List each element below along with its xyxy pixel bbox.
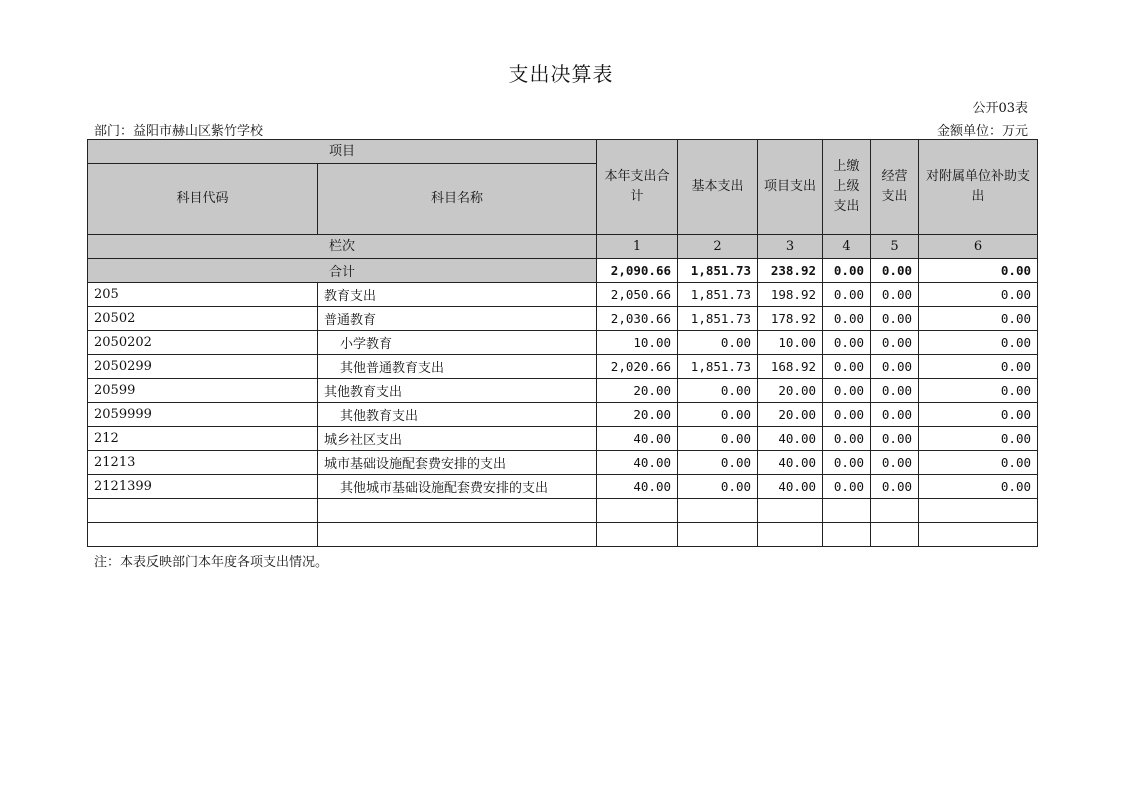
row-code: 2050299 xyxy=(88,355,318,379)
empty-cell xyxy=(88,523,318,547)
row-value: 40.00 xyxy=(597,451,678,475)
row-code: 212 xyxy=(88,427,318,451)
row-value: 0.00 xyxy=(871,331,919,355)
col-index-num: 1 xyxy=(597,235,678,259)
row-code: 2059999 xyxy=(88,403,318,427)
row-value: 1,851.73 xyxy=(678,307,758,331)
header-code: 科目代码 xyxy=(88,164,318,235)
row-value: 0.00 xyxy=(871,403,919,427)
header-name: 科目名称 xyxy=(318,164,597,235)
row-value: 20.00 xyxy=(758,403,823,427)
row-code: 2050202 xyxy=(88,331,318,355)
row-value: 0.00 xyxy=(871,379,919,403)
col-index-num: 4 xyxy=(823,235,871,259)
row-name: 普通教育 xyxy=(318,307,597,331)
total-value: 1,851.73 xyxy=(678,259,758,283)
table-row xyxy=(88,331,1038,355)
empty-cell xyxy=(758,523,823,547)
row-code: 2121399 xyxy=(88,475,318,499)
row-code: 20502 xyxy=(88,307,318,331)
header-col-project: 项目支出 xyxy=(758,140,823,235)
row-value: 1,851.73 xyxy=(678,283,758,307)
header-col-subsidy: 对附属单位补助支出 xyxy=(919,140,1038,235)
table-row xyxy=(88,475,1038,499)
col-index-num: 5 xyxy=(871,235,919,259)
row-value: 0.00 xyxy=(871,355,919,379)
table-row xyxy=(88,427,1038,451)
row-value: 20.00 xyxy=(597,403,678,427)
row-value: 20.00 xyxy=(597,379,678,403)
row-value: 40.00 xyxy=(597,427,678,451)
empty-cell xyxy=(88,499,318,523)
row-value: 20.00 xyxy=(758,379,823,403)
table-row xyxy=(88,355,1038,379)
row-value: 0.00 xyxy=(678,403,758,427)
row-value: 0.00 xyxy=(823,355,871,379)
row-value: 0.00 xyxy=(919,475,1038,499)
row-name: 其他教育支出 xyxy=(318,379,597,403)
form-number: 公开03表 xyxy=(972,101,1028,116)
footnote: 注：本表反映部门本年度各项支出情况。 xyxy=(94,555,329,570)
col-index-num: 2 xyxy=(678,235,758,259)
row-value: 168.92 xyxy=(758,355,823,379)
total-value: 2,090.66 xyxy=(597,259,678,283)
row-value: 178.92 xyxy=(758,307,823,331)
row-value: 0.00 xyxy=(823,379,871,403)
row-value: 0.00 xyxy=(678,475,758,499)
empty-cell xyxy=(823,499,871,523)
row-name: 其他普通教育支出 xyxy=(318,355,597,379)
row-value: 0.00 xyxy=(871,451,919,475)
row-value: 0.00 xyxy=(919,331,1038,355)
total-label: 合计 xyxy=(88,259,597,283)
row-value: 10.00 xyxy=(597,331,678,355)
row-value: 0.00 xyxy=(919,403,1038,427)
empty-cell xyxy=(597,499,678,523)
row-value: 0.00 xyxy=(871,475,919,499)
department-label: 部门：益阳市赫山区紫竹学校 xyxy=(94,124,264,139)
row-value: 40.00 xyxy=(758,451,823,475)
empty-cell xyxy=(678,499,758,523)
row-value: 0.00 xyxy=(823,307,871,331)
row-value: 0.00 xyxy=(678,331,758,355)
table-row xyxy=(88,283,1038,307)
row-name: 城乡社区支出 xyxy=(318,427,597,451)
row-value: 0.00 xyxy=(919,307,1038,331)
table-row xyxy=(88,451,1038,475)
empty-cell xyxy=(597,523,678,547)
row-name: 教育支出 xyxy=(318,283,597,307)
row-value: 0.00 xyxy=(823,331,871,355)
row-code: 20599 xyxy=(88,379,318,403)
row-value: 2,020.66 xyxy=(597,355,678,379)
table-row xyxy=(88,379,1038,403)
row-value: 0.00 xyxy=(871,307,919,331)
row-value: 10.00 xyxy=(758,331,823,355)
row-value: 40.00 xyxy=(758,475,823,499)
row-value: 2,050.66 xyxy=(597,283,678,307)
row-value: 0.00 xyxy=(823,403,871,427)
row-value: 0.00 xyxy=(871,427,919,451)
row-value: 40.00 xyxy=(758,427,823,451)
empty-cell xyxy=(758,499,823,523)
unit-label: 金额单位：万元 xyxy=(936,124,1028,139)
empty-row xyxy=(88,523,1038,547)
row-value: 0.00 xyxy=(823,427,871,451)
row-value: 0.00 xyxy=(823,451,871,475)
row-code: 205 xyxy=(88,283,318,307)
row-code: 21213 xyxy=(88,451,318,475)
row-value: 40.00 xyxy=(597,475,678,499)
col-index-num: 3 xyxy=(758,235,823,259)
row-value: 0.00 xyxy=(871,283,919,307)
row-value: 1,851.73 xyxy=(678,355,758,379)
row-name: 其他教育支出 xyxy=(318,403,597,427)
header-item: 项目 xyxy=(88,140,597,164)
page-title: 支出决算表 xyxy=(508,62,614,86)
header-col-total: 本年支出合计 xyxy=(597,140,678,235)
col-index-label: 栏次 xyxy=(88,235,597,259)
col-index-num: 6 xyxy=(919,235,1038,259)
row-value: 0.00 xyxy=(919,283,1038,307)
row-value: 0.00 xyxy=(678,451,758,475)
empty-cell xyxy=(823,523,871,547)
row-name: 城市基础设施配套费安排的支出 xyxy=(318,451,597,475)
row-value: 0.00 xyxy=(678,427,758,451)
empty-row xyxy=(88,499,1038,523)
empty-cell xyxy=(678,523,758,547)
total-value: 0.00 xyxy=(919,259,1038,283)
row-value: 0.00 xyxy=(823,283,871,307)
row-value: 0.00 xyxy=(678,379,758,403)
header-col-business: 经营支出 xyxy=(871,140,919,235)
empty-cell xyxy=(318,523,597,547)
row-value: 0.00 xyxy=(823,475,871,499)
total-value: 0.00 xyxy=(823,259,871,283)
table-row xyxy=(88,307,1038,331)
row-name: 小学教育 xyxy=(318,331,597,355)
row-value: 198.92 xyxy=(758,283,823,307)
row-value: 0.00 xyxy=(919,355,1038,379)
empty-cell xyxy=(919,499,1038,523)
total-row xyxy=(88,259,1038,283)
row-value: 0.00 xyxy=(919,451,1038,475)
empty-cell xyxy=(318,499,597,523)
empty-cell xyxy=(919,523,1038,547)
header-col-upper: 上缴上级支出 xyxy=(823,140,871,235)
table-row xyxy=(88,403,1038,427)
total-value: 238.92 xyxy=(758,259,823,283)
row-value: 2,030.66 xyxy=(597,307,678,331)
header-col-basic: 基本支出 xyxy=(678,140,758,235)
row-name: 其他城市基础设施配套费安排的支出 xyxy=(318,475,597,499)
row-value: 0.00 xyxy=(919,379,1038,403)
expenditure-table xyxy=(87,139,1038,547)
empty-cell xyxy=(871,499,919,523)
total-value: 0.00 xyxy=(871,259,919,283)
empty-cell xyxy=(871,523,919,547)
row-value: 0.00 xyxy=(919,427,1038,451)
